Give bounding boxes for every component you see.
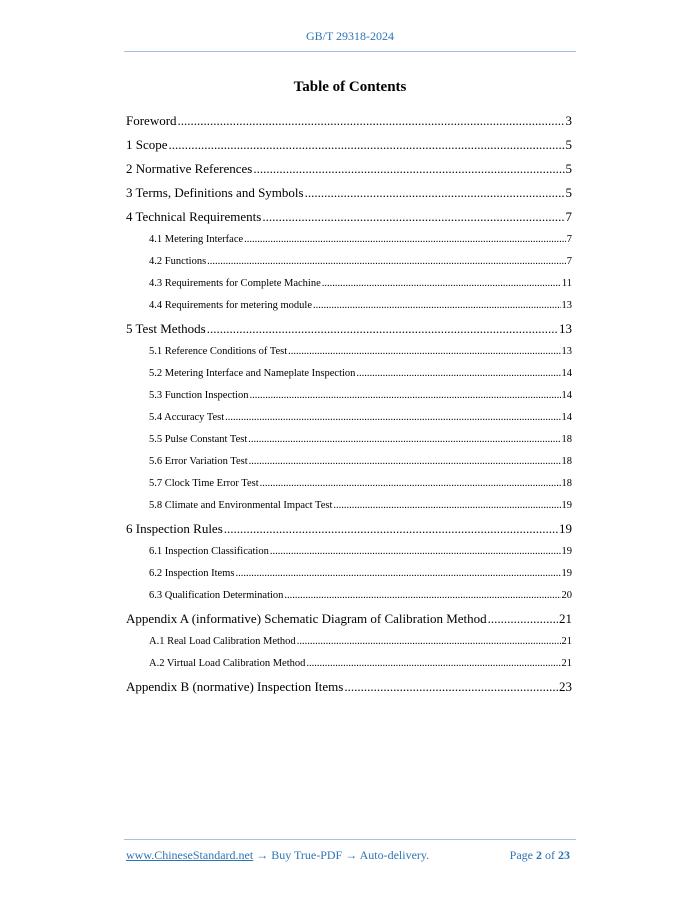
toc-entry-label: 5 Test Methods — [126, 321, 206, 336]
toc-entry[interactable] — [126, 183, 572, 207]
toc-dot-leader — [235, 566, 560, 581]
toc-entry-page: 19 — [561, 546, 572, 557]
toc-entry-label: 6 Inspection Rules — [126, 521, 223, 536]
toc-entry[interactable] — [126, 231, 572, 253]
toc-entry[interactable] — [126, 409, 572, 431]
toc-entry-page: 11 — [561, 278, 572, 289]
toc-entry[interactable] — [126, 253, 572, 275]
toc-entry[interactable] — [126, 655, 572, 677]
toc-entry-page: 20 — [561, 590, 572, 601]
toc-entry-label: 4.2 Functions — [149, 256, 207, 267]
toc-dot-leader — [305, 184, 565, 202]
toc-entry-page: 13 — [559, 321, 572, 336]
toc-entry-page: 3 — [565, 113, 572, 128]
toc-entry-page: 19 — [561, 500, 572, 511]
toc-entry-page: 7 — [565, 209, 572, 224]
toc-entry[interactable] — [126, 319, 572, 343]
toc-dot-leader — [248, 432, 560, 447]
toc-entry-label: A.1 Real Load Calibration Method — [149, 636, 296, 647]
toc-dot-leader — [333, 498, 560, 513]
toc-entry[interactable] — [126, 633, 572, 655]
toc-dot-leader — [178, 112, 565, 130]
toc-entry-label: Foreword — [126, 113, 177, 128]
toc-entry-label: 5.5 Pulse Constant Test — [149, 434, 248, 445]
toc-dot-leader — [244, 232, 566, 247]
toc-dot-leader — [288, 344, 560, 359]
toc-entry-page: 5 — [565, 137, 572, 152]
toc-dot-leader — [313, 298, 560, 313]
toc-entry[interactable] — [126, 343, 572, 365]
toc-dot-leader — [284, 588, 560, 603]
toc-entry[interactable] — [126, 543, 572, 565]
toc-entry-label: 3 Terms, Definitions and Symbols — [126, 185, 304, 200]
footer-divider — [124, 839, 576, 840]
footer-promo — [126, 848, 429, 863]
toc-entry-label: 4.3 Requirements for Complete Machine — [149, 278, 321, 289]
toc-dot-leader — [207, 254, 566, 269]
toc-entry-label: 5.1 Reference Conditions of Test — [149, 346, 288, 357]
toc-entry-label: 5.7 Clock Time Error Test — [149, 478, 259, 489]
page-total: 23 — [558, 848, 570, 862]
arrow-right-icon: → — [345, 848, 358, 862]
toc-entry-label: 4.1 Metering Interface — [149, 234, 244, 245]
toc-entry-label: 4.4 Requirements for metering module — [149, 300, 313, 311]
toc-entry-page: 21 — [561, 636, 572, 647]
toc-dot-leader — [356, 366, 560, 381]
toc-entry-label: 6.1 Inspection Classification — [149, 546, 269, 557]
arrow-right-icon: → — [256, 848, 269, 862]
table-of-contents — [126, 111, 572, 701]
toc-entry-page: 18 — [561, 434, 572, 445]
toc-entry-label: Appendix B (normative) Inspection Items — [126, 679, 344, 694]
toc-entry[interactable] — [126, 453, 572, 475]
toc-entry-page: 19 — [559, 521, 572, 536]
toc-entry-page: 7 — [566, 234, 572, 245]
toc-entry-label: 5.8 Climate and Environmental Impact Test — [149, 500, 333, 511]
auto-delivery-text: Auto-delivery. — [359, 848, 430, 862]
toc-dot-leader — [249, 388, 560, 403]
toc-entry-page: 5 — [565, 185, 572, 200]
website-link[interactable]: www.ChineseStandard.net — [126, 848, 254, 862]
toc-entry-label: 2 Normative References — [126, 161, 253, 176]
toc-title: Table of Contents — [293, 79, 407, 95]
toc-dot-leader — [344, 678, 558, 696]
toc-entry[interactable] — [126, 297, 572, 319]
toc-entry-page: 14 — [561, 412, 572, 423]
toc-entry[interactable] — [126, 365, 572, 387]
toc-entry[interactable] — [126, 587, 572, 609]
toc-entry-label: 6.3 Qualification Determination — [149, 590, 284, 601]
toc-entry-page: 21 — [561, 658, 572, 669]
toc-entry-label: 5.4 Accuracy Test — [149, 412, 225, 423]
toc-dot-leader — [260, 476, 561, 491]
toc-entry-page: 13 — [561, 300, 572, 311]
buy-pdf-text: Buy True-PDF — [271, 848, 343, 862]
toc-dot-leader — [322, 276, 561, 291]
toc-entry[interactable] — [126, 609, 572, 633]
toc-entry[interactable] — [126, 207, 572, 231]
toc-dot-leader — [249, 454, 561, 469]
toc-dot-leader — [207, 320, 558, 338]
page-of: of — [545, 848, 555, 862]
toc-entry-page: 23 — [559, 679, 572, 694]
toc-entry-page: 18 — [561, 456, 572, 467]
toc-dot-leader — [262, 208, 564, 226]
toc-entry[interactable] — [126, 275, 572, 297]
toc-entry-label: 5.2 Metering Interface and Nameplate Inspection — [149, 368, 356, 379]
page-current: 2 — [536, 848, 542, 862]
toc-entry-label: 5.6 Error Variation Test — [149, 456, 248, 467]
toc-dot-leader — [169, 136, 565, 154]
toc-entry[interactable] — [126, 387, 572, 409]
toc-entry[interactable] — [126, 677, 572, 701]
toc-entry[interactable] — [126, 565, 572, 587]
toc-entry-page: 13 — [561, 346, 572, 357]
toc-entry[interactable] — [126, 475, 572, 497]
toc-entry-label: 1 Scope — [126, 137, 168, 152]
toc-entry-page: 5 — [565, 161, 572, 176]
toc-entry[interactable] — [126, 519, 572, 543]
toc-entry-page: 7 — [566, 256, 572, 267]
page-indicator — [510, 848, 570, 863]
toc-entry[interactable] — [126, 111, 572, 135]
toc-dot-leader — [225, 410, 560, 425]
toc-entry-page: 21 — [559, 611, 572, 626]
toc-entry[interactable] — [126, 135, 572, 159]
toc-dot-leader — [224, 520, 558, 538]
toc-entry[interactable] — [126, 159, 572, 183]
toc-entry-page: 14 — [561, 368, 572, 379]
toc-entry-page: 19 — [561, 568, 572, 579]
standard-code-header: GB/T 29318-2024 — [305, 29, 395, 43]
toc-dot-leader — [270, 544, 561, 559]
toc-dot-leader — [253, 160, 564, 178]
toc-dot-leader — [306, 656, 560, 671]
toc-entry-label: 4 Technical Requirements — [126, 209, 262, 224]
toc-entry[interactable] — [126, 497, 572, 519]
toc-entry-page: 14 — [561, 390, 572, 401]
page-word: Page — [509, 848, 533, 862]
toc-entry-label: A.2 Virtual Load Calibration Method — [149, 658, 306, 669]
toc-entry-label: 5.3 Function Inspection — [149, 390, 249, 401]
toc-dot-leader — [488, 610, 558, 628]
toc-entry-label: Appendix A (informative) Schematic Diagram of Calibration Method — [126, 611, 487, 626]
toc-entry[interactable] — [126, 431, 572, 453]
toc-entry-page: 18 — [561, 478, 572, 489]
toc-dot-leader — [297, 634, 561, 649]
header-divider — [124, 51, 576, 52]
toc-entry-label: 6.2 Inspection Items — [149, 568, 235, 579]
